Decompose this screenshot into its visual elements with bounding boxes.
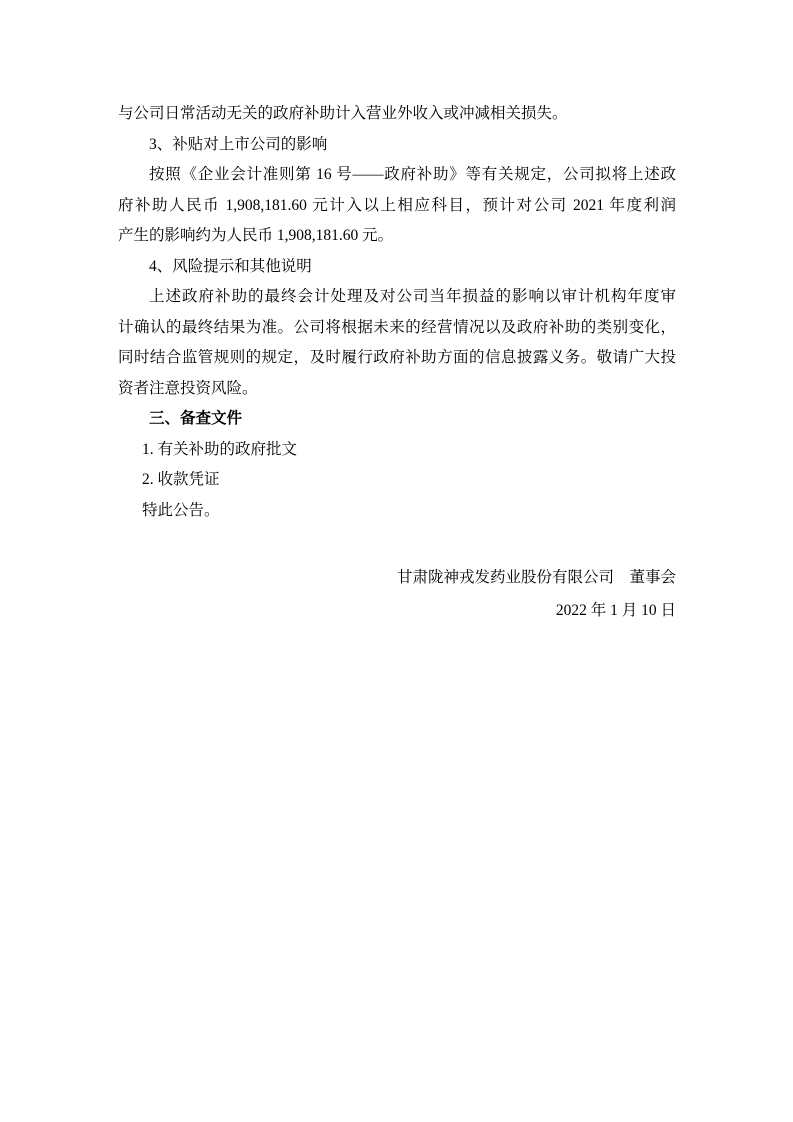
- paragraph-risk-line-4: 资者注意投资风险。: [118, 379, 258, 397]
- signature-date: 2022 年 1 月 10 日: [555, 601, 676, 619]
- paragraph-accounting-line-1: 按照《企业会计准则第 16 号——政府补助》等有关规定，公司拟将上述政: [149, 166, 676, 183]
- signature-block: [118, 563, 676, 626]
- paragraph-risk-line-1: 上述政府补助的最终会计处理及对公司当年损益的影响以审计机构年度审: [149, 288, 676, 305]
- signature-company: 甘肃陇神戎发药业股份有限公司 董事会: [396, 569, 676, 586]
- list-item-receipt-voucher: 2. 收款凭证: [142, 471, 220, 488]
- paragraph-accounting-line-2: 府补助人民币 1,908,181.60 元计入以上相应科目，预计对公司 2021 年度利润: [118, 196, 676, 214]
- paragraph-accounting-line-3: 产生的影响约为人民币 1,908,181.60 元。: [118, 227, 394, 244]
- subsection-heading-risk: 4、风险提示和其他说明: [149, 257, 312, 275]
- subsection-heading-impact: 3、补贴对上市公司的影响: [149, 135, 328, 153]
- paragraph-continuation-line: 与公司日常活动无关的政府补助计入营业外收入或冲减相关损失。: [118, 105, 568, 122]
- paragraph-risk-line-3: 同时结合监管规则的规定，及时履行政府补助方面的信息披露义务。敬请广大投: [118, 349, 676, 366]
- list-item-approval-document: 1. 有关补助的政府批文: [142, 440, 298, 458]
- closing-announcement-line: 特此公告。: [142, 501, 220, 519]
- section-heading-documents: 三、备查文件: [149, 410, 243, 427]
- paragraph-risk-line-2: 计确认的最终结果为准。公司将根据未来的经营情况以及政府补助的类别变化，: [118, 318, 676, 336]
